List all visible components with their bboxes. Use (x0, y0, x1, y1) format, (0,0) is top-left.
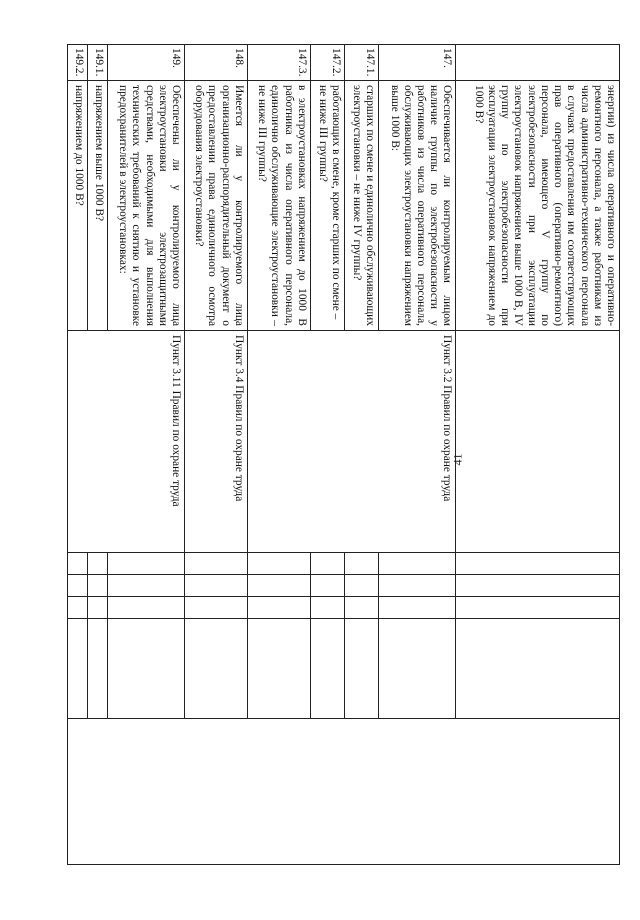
item-number: 147.1. (345, 45, 379, 81)
checklist-table-wrapper (67, 44, 620, 864)
page-number: 41 (450, 453, 465, 466)
note-cell (310, 619, 344, 719)
item-number: 147. (379, 45, 456, 81)
answer-yes-cell (345, 553, 379, 575)
requirement-text: напряжением выше 1000 В? (87, 81, 107, 331)
answer-yes-cell (247, 553, 310, 575)
note-cell (184, 619, 247, 719)
answer-no-cell (107, 575, 184, 597)
answer-na-cell (87, 597, 107, 619)
answer-na-cell (345, 597, 379, 619)
note-cell (456, 619, 620, 719)
answer-yes-cell (456, 553, 620, 575)
requirement-text: Имеется ли у контролируемого лица организационно-распорядительный документ о предоставлении права единоличного осмотра оборудования электроустановки? (184, 81, 247, 331)
answer-na-cell (310, 597, 344, 619)
item-number: 149. (107, 45, 184, 81)
answer-no-cell (184, 575, 247, 597)
note-cell (379, 619, 456, 719)
note-cell (247, 619, 310, 719)
requirement-text: старших по смене и единолично обслуживающих электроустановки – не ниже IV группы? (345, 81, 379, 331)
legal-reference: Пункт 3.2 Правил по охране труда (247, 331, 456, 553)
requirement-text: работающих в смене, кроме старших по смене – не ниже III группы? (310, 81, 344, 331)
item-number (456, 45, 620, 81)
item-number: 148. (184, 45, 247, 81)
requirement-text: энергии) из числа оперативного и оперативно-ремонтного персонала, а также работникам из числа административно-технического персонала в случаях предоставления им соответствующих прав оперативного (оперативно-ремонтного) персонала, имеющего V группу по электробезопасности при эксплуатации электроустановок напряжением выше 1000 В, IV группу по электробезопасности при эксплуатации электроустановок напряжением до 1000 В? (456, 81, 620, 331)
answer-na-cell (379, 597, 456, 619)
answer-yes-cell (87, 553, 107, 575)
answer-na-cell (247, 597, 310, 619)
note-cell (107, 619, 184, 719)
requirement-text: Обеспечены ли у контролируемого лица электроустановки электрозащитными средствами, необходимыми для выполнения технических требований к снятию и установке предохранителей в электроустановках: (107, 81, 184, 331)
note-cell (68, 619, 88, 719)
requirement-text: Обеспечивается ли контролируемым лицом наличие группы по электробезопасности у работников из числа оперативного персонала, обслуживающих электроустановки напряжением выше 1000 В: (379, 81, 456, 331)
item-number: 147.3. (247, 45, 310, 81)
legal-reference (456, 331, 620, 553)
checklist-table (67, 44, 620, 865)
note-cell (345, 619, 379, 719)
answer-no-cell (68, 575, 88, 597)
item-number: 149.1. (87, 45, 107, 81)
answer-na-cell (456, 597, 620, 619)
answer-no-cell (87, 575, 107, 597)
table-row (456, 45, 620, 865)
answer-yes-cell (310, 553, 344, 575)
answer-na-cell (107, 597, 184, 619)
answer-no-cell (310, 575, 344, 597)
note-cell (87, 619, 107, 719)
legal-reference: Пункт 3.4 Правил по охране труда (184, 331, 247, 553)
answer-no-cell (379, 575, 456, 597)
answer-no-cell (345, 575, 379, 597)
requirement-text: напряжением до 1000 В? (68, 81, 88, 331)
answer-na-cell (184, 597, 247, 619)
requirement-text: в электроустановках напряжением до 1000 В работника из числа оперативного персонала, единолично обслуживающие электроустановки – не ниже III группы? (247, 81, 310, 331)
answer-yes-cell (107, 553, 184, 575)
item-number: 147.2. (310, 45, 344, 81)
legal-reference: Пункт 3.11 Правил по охране труда (68, 331, 185, 553)
answer-yes-cell (184, 553, 247, 575)
answer-no-cell (247, 575, 310, 597)
answer-no-cell (456, 575, 620, 597)
answer-na-cell (68, 597, 88, 619)
answer-yes-cell (68, 553, 88, 575)
answer-yes-cell (379, 553, 456, 575)
item-number: 149.2. (68, 45, 88, 81)
comment-cell (68, 719, 620, 865)
